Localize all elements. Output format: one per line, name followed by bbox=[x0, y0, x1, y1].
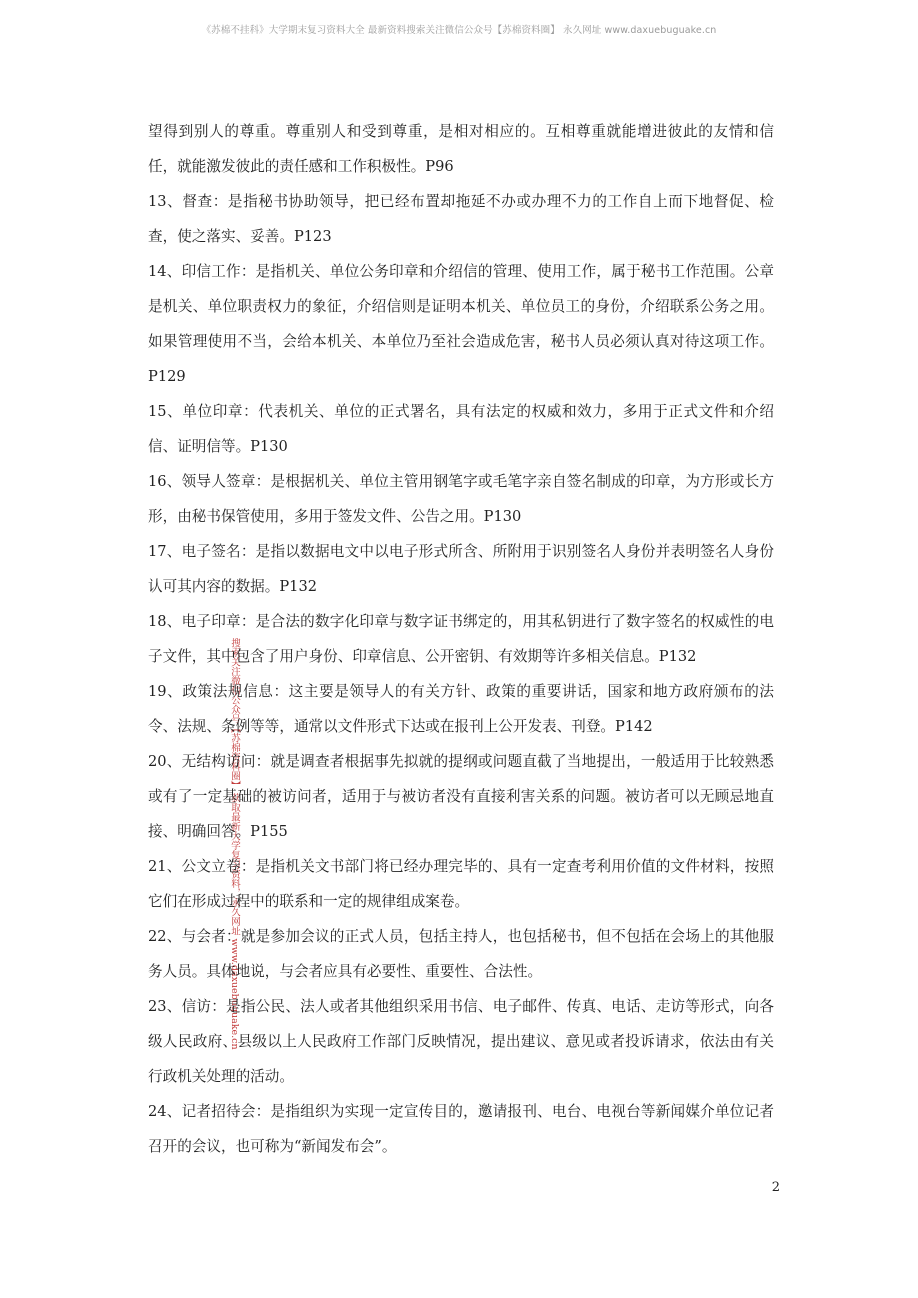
paragraph-14-seal-work: 14、印信工作：是指机关、单位公务印章和介绍信的管理、使用工作，属于秘书工作范围。公章是机关、单位职责权力的象征，介绍信则是证明本机关、单位员工的身份，介绍联系公务之用。如果管理使用不当，会给本机关、本单位乃至社会造成危害，秘书人员必须认真对待这项工作。P129 bbox=[148, 263, 774, 385]
paragraph-19-policy-info: 19、政策法规信息：这主要是领导人的有关方针、政策的重要讲话，国家和地方政府颁布的法令、法规、条例等等，通常以文件形式下达或在报刊上公开发表、刊登。P142 bbox=[148, 683, 774, 735]
paragraph-15-unit-seal: 15、单位印章：代表机关、单位的正式署名，具有法定的权威和效力，多用于正式文件和介绍信、证明信等。P130 bbox=[148, 403, 774, 455]
paragraph-22-attendees: 22、与会者：就是参加会议的正式人员，包括主持人，也包括秘书，但不包括在会场上的其他服务人员。具体地说，与会者应具有必要性、重要性、合法性。 bbox=[148, 928, 774, 980]
paragraph-16-leader-signature-seal: 16、领导人签章：是根据机关、单位主管用钢笔字或毛笔字亲自签名制成的印章，为方形或长方形，由秘书保管使用，多用于签发文件、公告之用。P130 bbox=[148, 473, 774, 525]
paragraph-17-electronic-signature: 17、电子签名：是指以数据电文中以电子形式所含、所附用于识别签名人身份并表明签名人身份认可其内容的数据。P132 bbox=[148, 543, 774, 595]
side-watermark-text: 搜索关注微信公众号【苏棉资料圈】 获取最新大学复习资料，永久网址 www.daxuebuguake.cn bbox=[229, 638, 240, 1050]
document-body bbox=[148, 114, 774, 1164]
paragraph-20-unstructured-interview: 20、无结构访问：就是调查者根据事先拟就的提纲或问题直截了当地提出，一般适用于比较熟悉或有了一定基础的被访问者，适用于与被访者没有直接利害关系的问题。被访者可以无顾忌地直接、明确回答。P155 bbox=[148, 753, 774, 840]
paragraph-23-petition: 23、信访：是指公民、法人或者其他组织采用书信、电子邮件、传真、电话、走访等形式，向各级人民政府、县级以上人民政府工作部门反映情况，提出建议、意见或者投诉请求，依法由有关行政机关处理的活动。 bbox=[148, 998, 774, 1085]
paragraph-continuation: 望得到别人的尊重。尊重别人和受到尊重，是相对相应的。互相尊重就能增进彼此的友情和信任，就能激发彼此的责任感和工作积极性。P96 bbox=[148, 123, 774, 175]
paragraph-21-document-filing: 21、公文立卷：是指机关文书部门将已经办理完毕的、具有一定查考利用价值的文件材料，按照它们在形成过程中的联系和一定的规律组成案卷。 bbox=[148, 858, 774, 910]
paragraph-24-press-conference: 24、记者招待会：是指组织为实现一定宣传目的，邀请报刊、电台、电视台等新闻媒介单位记者召开的会议，也可称为“新闻发布会”。 bbox=[148, 1103, 774, 1155]
page-header: 《苏棉不挂科》大学期末复习资料大全 最新资料搜索关注微信公众号【苏棉资料圈】 永久网址 www.daxuebuguake.cn bbox=[201, 25, 717, 36]
page-number: 2 bbox=[771, 1180, 780, 1195]
paragraph-18-electronic-seal: 18、电子印章：是合法的数字化印章与数字证书绑定的，用其私钥进行了数字签名的权威性的电子文件，其中包含了用户身份、印章信息、公开密钥、有效期等许多相关信息。P132 bbox=[148, 613, 774, 665]
paragraph-13-supervision: 13、督查：是指秘书协助领导，把已经布置却拖延不办或办理不力的工作自上而下地督促、检查，使之落实、妥善。P123 bbox=[148, 193, 774, 245]
